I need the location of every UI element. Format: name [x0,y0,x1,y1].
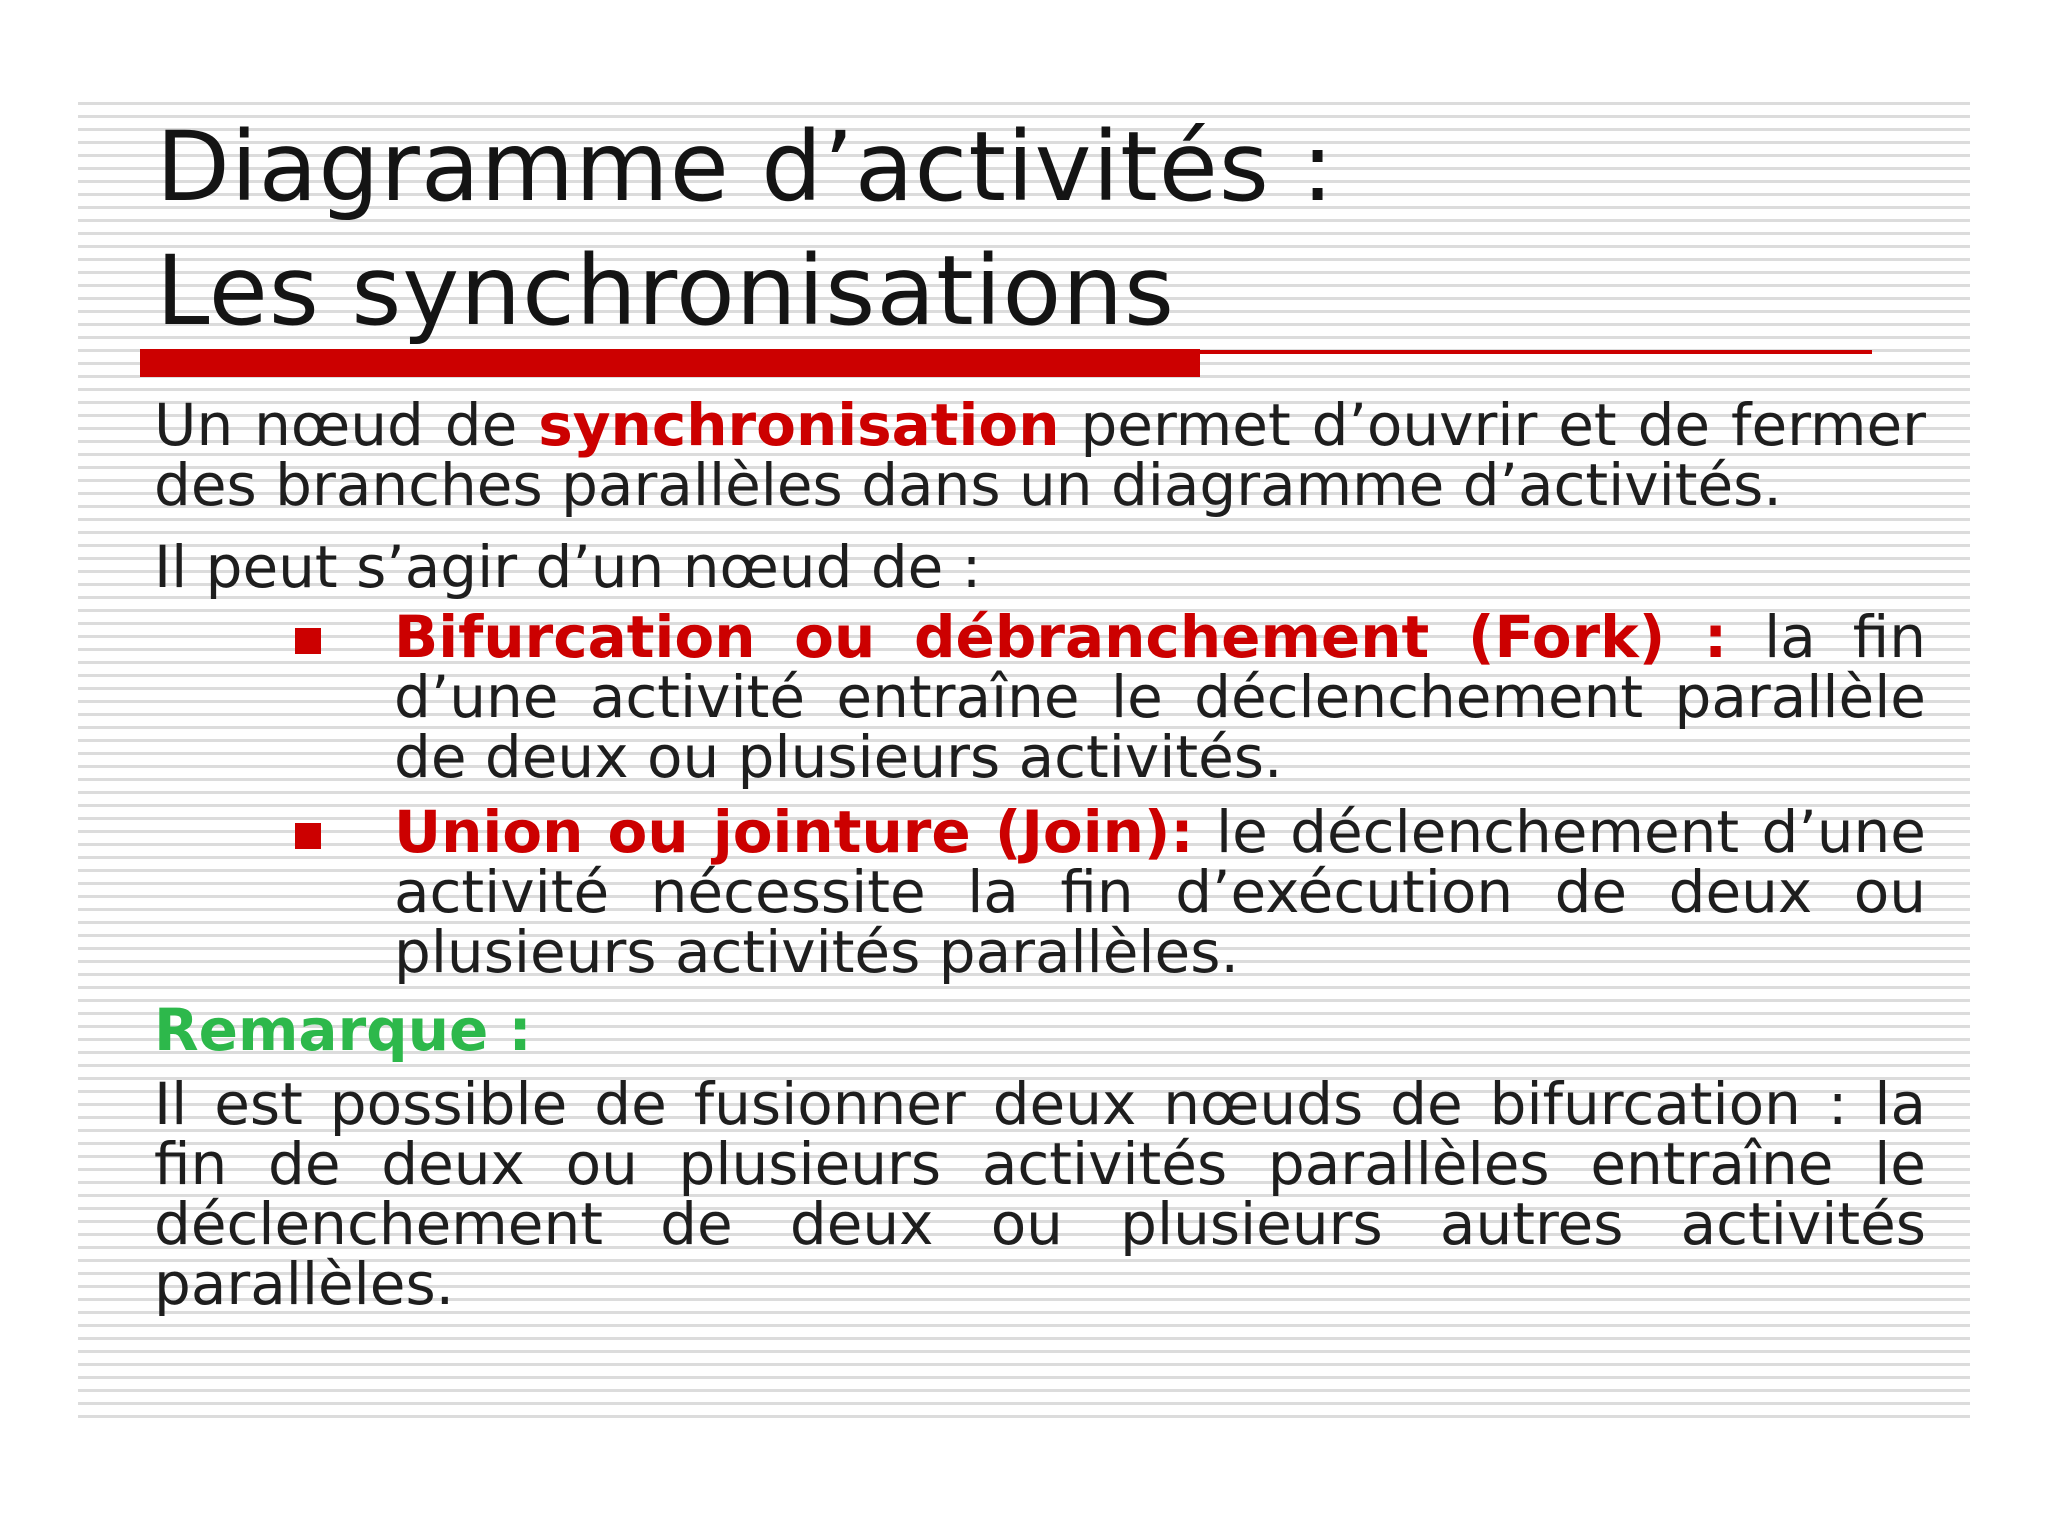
title-underline-thin [1200,350,1872,354]
remark-heading: Remarque : [154,996,532,1064]
slide-body [154,391,1927,1318]
title-line-2: Les synchronisations [156,235,1176,347]
bullet-item-fork [154,603,1927,791]
square-bullet-icon [295,823,321,849]
bullet-term: Bifurcation ou débranchement (Fork) : [394,603,1728,671]
bullet-term: Union ou jointure (Join): [394,798,1194,866]
intro-before: Un nœud de [154,391,539,459]
intro-paragraph [154,391,1926,519]
bullet-text: la fin d’une activité entraîne le déclenchement parallèle de deux ou plusieurs activités. [394,603,1927,791]
bullet-list [154,603,1927,986]
lead-paragraph: Il peut s’agir d’un nœud de : [154,533,982,601]
title-underline-thick [140,349,1200,377]
bullet-text: le déclenchement d’une activité nécessite la fin d’exécution de deux ou plusieurs activités parallèles. [394,798,1926,986]
slide [78,95,1970,1427]
slide-title [156,105,1335,353]
square-bullet-icon [295,628,321,654]
intro-after: permet d’ouvrir et de fermer des branches parallèles dans un diagramme d’activités. [154,391,1926,519]
title-line-1: Diagramme d’activités : [156,111,1335,223]
remark-paragraph: Il est possible de fusionner deux nœuds de bifurcation : la fin de deux ou plusieurs activités parallèles entraîne le déclenchement de deux ou plusieurs autres activités parallèles. [154,1070,1926,1318]
intro-keyword: synchronisation [538,391,1060,459]
bullet-item-join [154,798,1926,986]
